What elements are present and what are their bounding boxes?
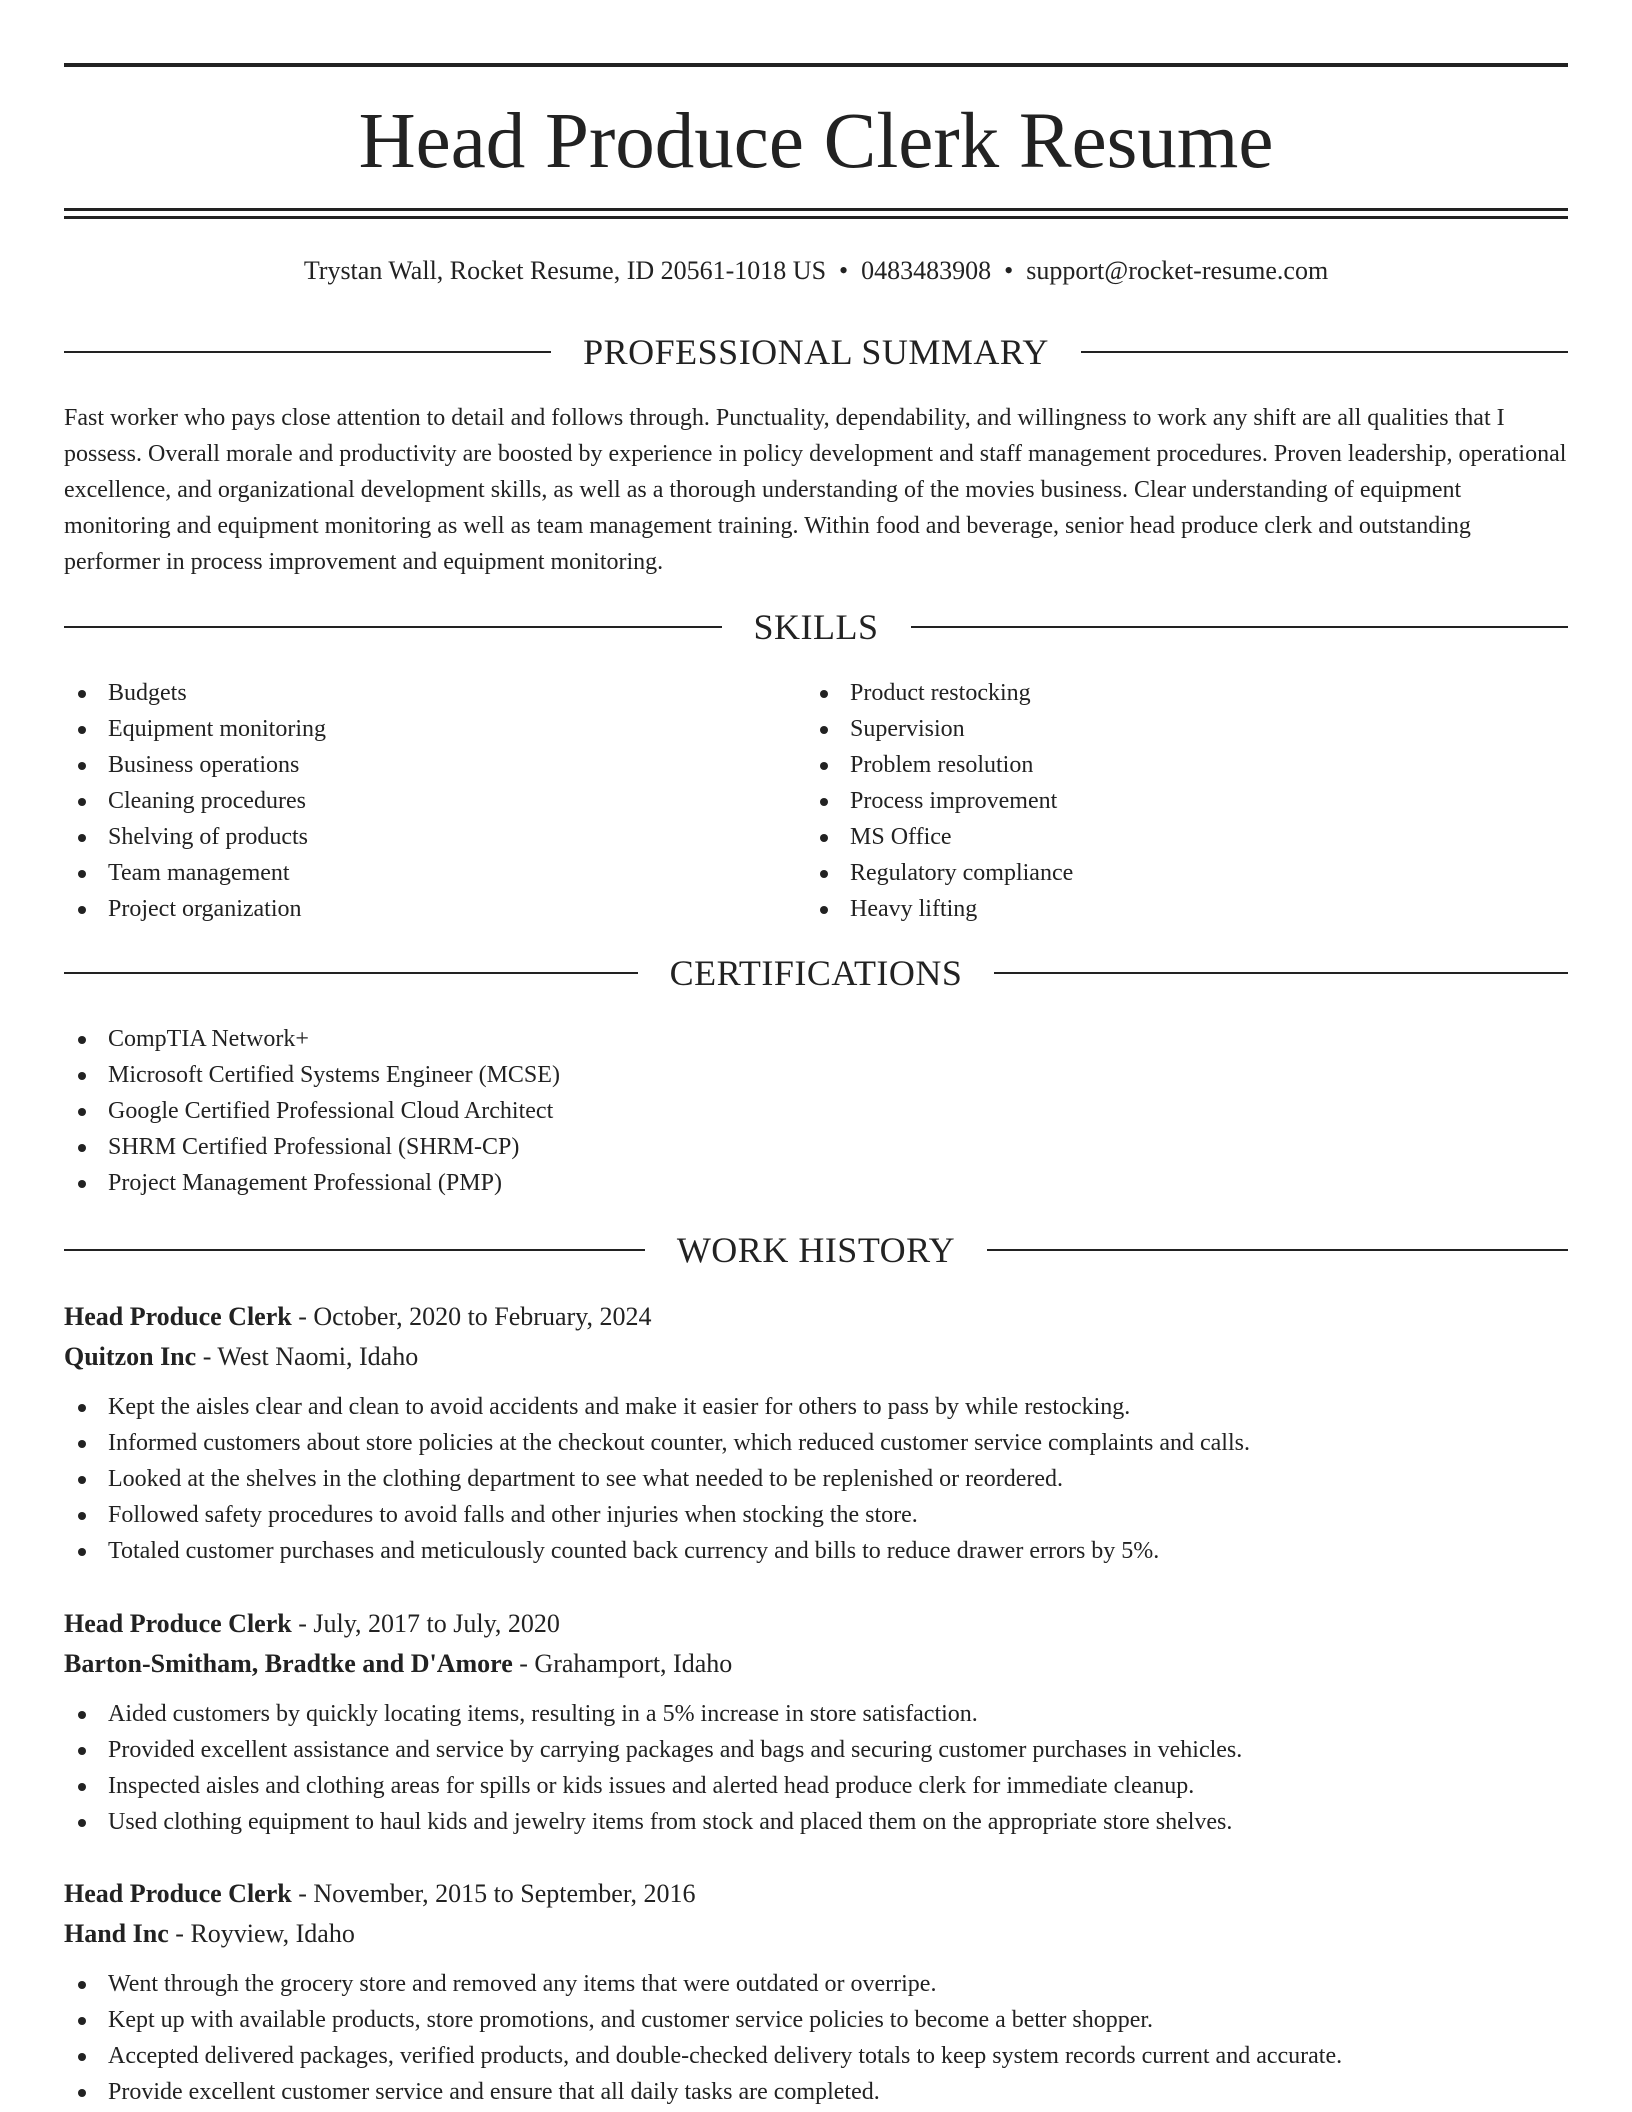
- job-title-line: [64, 1604, 1568, 1644]
- skills-column-left: [64, 675, 804, 927]
- job-title: Head Produce Clerk: [64, 1609, 292, 1638]
- heading-rule: [64, 626, 722, 628]
- bullet-icon: [78, 1108, 86, 1116]
- contact-email: support@rocket-resume.com: [1026, 256, 1329, 285]
- job-entry: [64, 1297, 1568, 1569]
- bullet-icon: [78, 1711, 86, 1719]
- bullet-icon: [78, 1548, 86, 1556]
- job-bullet: Followed safety procedures to avoid falls and other injuries when stocking the store.: [64, 1497, 1568, 1533]
- certification-item: SHRM Certified Professional (SHRM-CP): [64, 1129, 1568, 1165]
- job-company: Barton-Smitham, Bradtke and D'Amore: [64, 1649, 513, 1678]
- job-bullets: [64, 1389, 1568, 1569]
- job-company-line: [64, 1337, 1568, 1377]
- bullet-icon: [78, 1072, 86, 1080]
- dash-separator: -: [291, 1609, 314, 1638]
- dash-separator: -: [512, 1649, 535, 1678]
- bullet-icon: [78, 1404, 86, 1412]
- job-bullet: Looked at the shelves in the clothing department to see what needed to be replenished or reordered.: [64, 1461, 1568, 1497]
- job-bullet: Used clothing equipment to haul kids and jewelry items from stock and placed them on the appropriate store shelves.: [64, 1804, 1568, 1840]
- bullet-icon: [78, 690, 86, 698]
- dash-separator: -: [196, 1342, 218, 1371]
- heading-rule: [1081, 351, 1568, 353]
- bullet-icon: [78, 1747, 86, 1755]
- heading-rule: [994, 972, 1568, 974]
- certifications-list: [64, 1021, 1568, 1201]
- contact-line: [64, 254, 1568, 288]
- contact-address: Trystan Wall, Rocket Resume, ID 20561-1018 US: [303, 256, 827, 285]
- contact-separator: •: [1004, 256, 1014, 285]
- section-title-skills: SKILLS: [753, 607, 879, 647]
- job-dates: November, 2015 to September, 2016: [313, 1879, 696, 1908]
- job-dates: October, 2020 to February, 2024: [313, 1302, 652, 1331]
- bullet-icon: [78, 1783, 86, 1791]
- bullet-icon: [78, 834, 86, 842]
- job-title-line: [64, 1297, 1568, 1337]
- section-heading-certifications: [64, 951, 1568, 995]
- heading-rule: [911, 626, 1569, 628]
- bullet-icon: [78, 1144, 86, 1152]
- bullet-icon: [78, 2053, 86, 2061]
- job-bullet: Provided excellent assistance and service by carrying packages and bags and securing customer purchases in vehicles.: [64, 1732, 1568, 1768]
- job-bullet: Aided customers by quickly locating items, resulting in a 5% increase in store satisfaction.: [64, 1696, 1568, 1732]
- title-rule-upper: [64, 208, 1568, 211]
- summary-text: Fast worker who pays close attention to detail and follows through. Punctuality, dependability, and willingness to work any shift are all qualities that I possess. Overall morale and productivity are boosted by experience in policy development and staff management procedures. Proven leadership, operational excellence, and organizational development skills, as well as a thorough understanding of the movies business. Clear understanding of equipment monitoring and equipment monitoring as well as team management training. Within food and beverage, senior head produce clerk and outstanding performer in process improvement and equipment monitoring.: [64, 405, 1567, 575]
- job-bullet: Kept up with available products, store promotions, and customer service policies to become a better shopper.: [64, 2002, 1568, 2038]
- bullet-icon: [78, 798, 86, 806]
- skill-item: Business operations: [64, 747, 804, 783]
- skill-item: Team management: [64, 855, 804, 891]
- skills-list-right: [806, 675, 1546, 927]
- skill-item: Shelving of products: [64, 819, 804, 855]
- certification-item: Google Certified Professional Cloud Architect: [64, 1093, 1568, 1129]
- section-title-summary: PROFESSIONAL SUMMARY: [583, 332, 1049, 372]
- title-rule-lower: [64, 216, 1568, 219]
- top-rule: [64, 63, 1568, 67]
- job-bullet: Provide excellent customer service and ensure that all daily tasks are completed.: [64, 2074, 1568, 2110]
- bullet-icon: [820, 798, 828, 806]
- heading-rule: [64, 1249, 645, 1251]
- certification-item: CompTIA Network+: [64, 1021, 1568, 1057]
- heading-rule: [64, 351, 551, 353]
- bullet-icon: [820, 906, 828, 914]
- bullet-icon: [820, 762, 828, 770]
- job-company-line: [64, 1914, 1568, 1954]
- job-entry: [64, 1604, 1568, 1840]
- heading-rule: [64, 972, 638, 974]
- skill-item: Process improvement: [806, 783, 1546, 819]
- skill-item: Budgets: [64, 675, 804, 711]
- bullet-icon: [820, 870, 828, 878]
- bullet-icon: [78, 726, 86, 734]
- bullet-icon: [820, 834, 828, 842]
- section-heading-work-history: [64, 1228, 1568, 1272]
- bullet-icon: [78, 1819, 86, 1827]
- job-bullet: Kept the aisles clear and clean to avoid accidents and make it easier for others to pass by while restocking.: [64, 1389, 1568, 1425]
- job-bullet: Informed customers about store policies at the checkout counter, which reduced customer service complaints and calls.: [64, 1425, 1568, 1461]
- job-location: Royview, Idaho: [190, 1919, 355, 1948]
- bullet-icon: [78, 762, 86, 770]
- heading-rule: [987, 1249, 1568, 1251]
- job-bullet: Went through the grocery store and removed any items that were outdated or overripe.: [64, 1966, 1568, 2002]
- job-dates: July, 2017 to July, 2020: [313, 1609, 560, 1638]
- bullet-icon: [820, 690, 828, 698]
- skill-item: Cleaning procedures: [64, 783, 804, 819]
- bullet-icon: [78, 1476, 86, 1484]
- job-bullet: Inspected aisles and clothing areas for spills or kids issues and alerted head produce clerk for immediate cleanup.: [64, 1768, 1568, 1804]
- bullet-icon: [78, 1180, 86, 1188]
- certifications-block: [64, 1021, 1568, 1201]
- bullet-icon: [78, 906, 86, 914]
- job-bullets: [64, 1696, 1568, 1840]
- dash-separator: -: [291, 1302, 314, 1331]
- skill-item: Supervision: [806, 711, 1546, 747]
- section-title-work-history: WORK HISTORY: [676, 1230, 956, 1270]
- bullet-icon: [78, 1440, 86, 1448]
- bullet-icon: [78, 1981, 86, 1989]
- job-company: Hand Inc: [64, 1919, 169, 1948]
- bullet-icon: [78, 2017, 86, 2025]
- bullet-icon: [78, 1036, 86, 1044]
- job-title: Head Produce Clerk: [64, 1879, 292, 1908]
- skill-item: Equipment monitoring: [64, 711, 804, 747]
- job-location: West Naomi, Idaho: [217, 1342, 419, 1371]
- section-heading-summary: [64, 330, 1568, 374]
- skill-item: Regulatory compliance: [806, 855, 1546, 891]
- skill-item: Problem resolution: [806, 747, 1546, 783]
- skills-list-left: [64, 675, 804, 927]
- job-entry: [64, 1874, 1568, 2110]
- contact-separator: •: [839, 256, 849, 285]
- bullet-icon: [820, 726, 828, 734]
- certification-item: Microsoft Certified Systems Engineer (MCSE): [64, 1057, 1568, 1093]
- skill-item: Product restocking: [806, 675, 1546, 711]
- job-title: Head Produce Clerk: [64, 1302, 292, 1331]
- job-company: Quitzon Inc: [64, 1342, 197, 1371]
- section-title-certifications: CERTIFICATIONS: [669, 953, 963, 993]
- dash-separator: -: [168, 1919, 191, 1948]
- skill-item: Heavy lifting: [806, 891, 1546, 927]
- job-bullets: [64, 1966, 1568, 2110]
- job-company-line: [64, 1644, 1568, 1684]
- skill-item: MS Office: [806, 819, 1546, 855]
- skill-item: Project organization: [64, 891, 804, 927]
- section-heading-skills: [64, 605, 1568, 649]
- resume-title: Head Produce Clerk Resume: [358, 98, 1274, 185]
- certification-item: Project Management Professional (PMP): [64, 1165, 1568, 1201]
- bullet-icon: [78, 870, 86, 878]
- bullet-icon: [78, 2089, 86, 2097]
- contact-phone: 0483483908: [861, 256, 992, 285]
- job-location: Grahamport, Idaho: [534, 1649, 733, 1678]
- dash-separator: -: [291, 1879, 314, 1908]
- job-bullet: Totaled customer purchases and meticulously counted back currency and bills to reduce drawer errors by 5%.: [64, 1533, 1568, 1569]
- skills-column-right: [806, 675, 1546, 927]
- job-bullet: Accepted delivered packages, verified products, and double-checked delivery totals to keep system records current and accurate.: [64, 2038, 1568, 2074]
- job-title-line: [64, 1874, 1568, 1914]
- bullet-icon: [78, 1512, 86, 1520]
